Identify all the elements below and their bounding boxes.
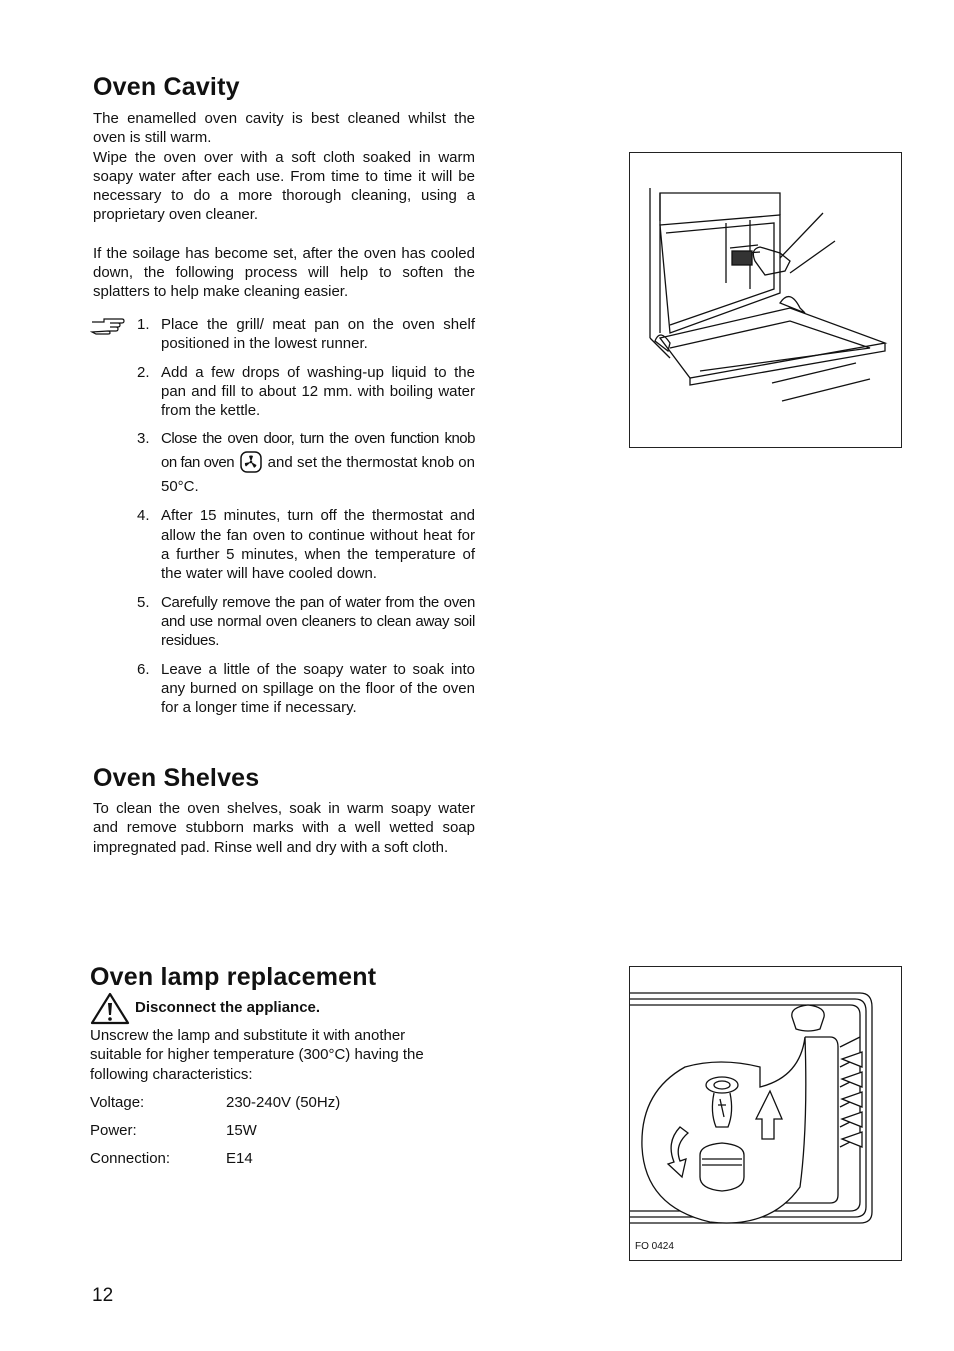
step-text: Carefully remove the pan of water from the oven and use normal oven cleaners to clean away soil residues. [161,593,475,650]
spec-row-power [90,1122,257,1139]
page-number: 12 [92,1285,114,1306]
step-number: 4. [137,507,150,525]
step-number: 1. [137,316,150,333]
step-text: Place the grill/ meat pan on the oven shelf positioned in the lowest runner. [161,316,475,353]
step-number: 3. [137,430,150,448]
oven-cavity-intro [93,109,475,302]
oven-lamp-illustration [629,966,902,1261]
spec-value: 230-240V (50Hz) [226,1094,341,1111]
oven-cavity-cleaning-illustration [629,152,902,448]
list-item [93,660,475,718]
oven-cavity-para-1: The enamelled oven cavity is best cleaned whilst the oven is still warm. [93,110,475,147]
list-item [93,593,475,651]
step-text-part-b: and set the thermostat knob on 50°C. [161,454,475,496]
list-item [93,363,475,421]
spec-value: E14 [226,1150,253,1167]
spec-row-connection [90,1150,253,1167]
step-text: After 15 minutes, turn off the thermostat and allow the fan oven to continue without heat for a further 5 minutes, when the temperature of the water will have cooled down. [161,507,475,583]
spec-row-voltage [90,1094,340,1111]
oven-lamp-heading: Oven lamp replacement [90,963,377,991]
spec-label: Voltage: [90,1094,145,1111]
step-text: Leave a little of the soapy water to soak into any burned on spillage on the floor of the oven for a longer time if necessary. [161,660,475,717]
figure-code: FO 0424 [635,1241,674,1252]
step-text-part-a: Close the oven door, turn the oven function knob on fan oven [161,430,475,472]
oven-lamp-text: Unscrew the lamp and substitute it with another suitable for higher temperature (300°C) having the following characteristics: [90,1027,424,1083]
fan-oven-symbol-icon [240,451,262,473]
cleaning-steps-list [93,315,475,726]
oven-cavity-para-2: Wipe the oven over with a soft cloth soaked in warm soapy water after each use. From time to time it will be necessary to do a more thorough cleaning, using a proprietary oven cleaner. [93,148,475,224]
oven-shelves-text: To clean the oven shelves, soak in warm soapy water and remove stubborn marks with a well wetted soap impregnated pad. Rinse well and dry with a soft cloth. [93,800,475,856]
warning-triangle-icon [90,992,130,1025]
step-text: Add a few drops of washing-up liquid to the pan and fill to about 12 mm. with boiling water from the kettle. [161,363,475,420]
spec-label: Connection: [90,1150,171,1167]
list-item [93,427,475,499]
list-item [93,506,475,583]
step-number: 6. [137,660,150,678]
oven-cavity-heading: Oven Cavity [93,73,240,101]
list-item [93,315,475,354]
spec-value: 15W [226,1122,257,1139]
warning-text: Disconnect the appliance. [135,999,321,1016]
step-number: 5. [137,593,150,611]
oven-shelves-heading: Oven Shelves [93,764,260,792]
step-number: 2. [137,363,150,381]
oven-cavity-para-3: If the soilage has become set, after the oven has cooled down, the following process will help to soften the splatters to help make cleaning easier. [93,244,475,301]
spec-label: Power: [90,1122,137,1139]
